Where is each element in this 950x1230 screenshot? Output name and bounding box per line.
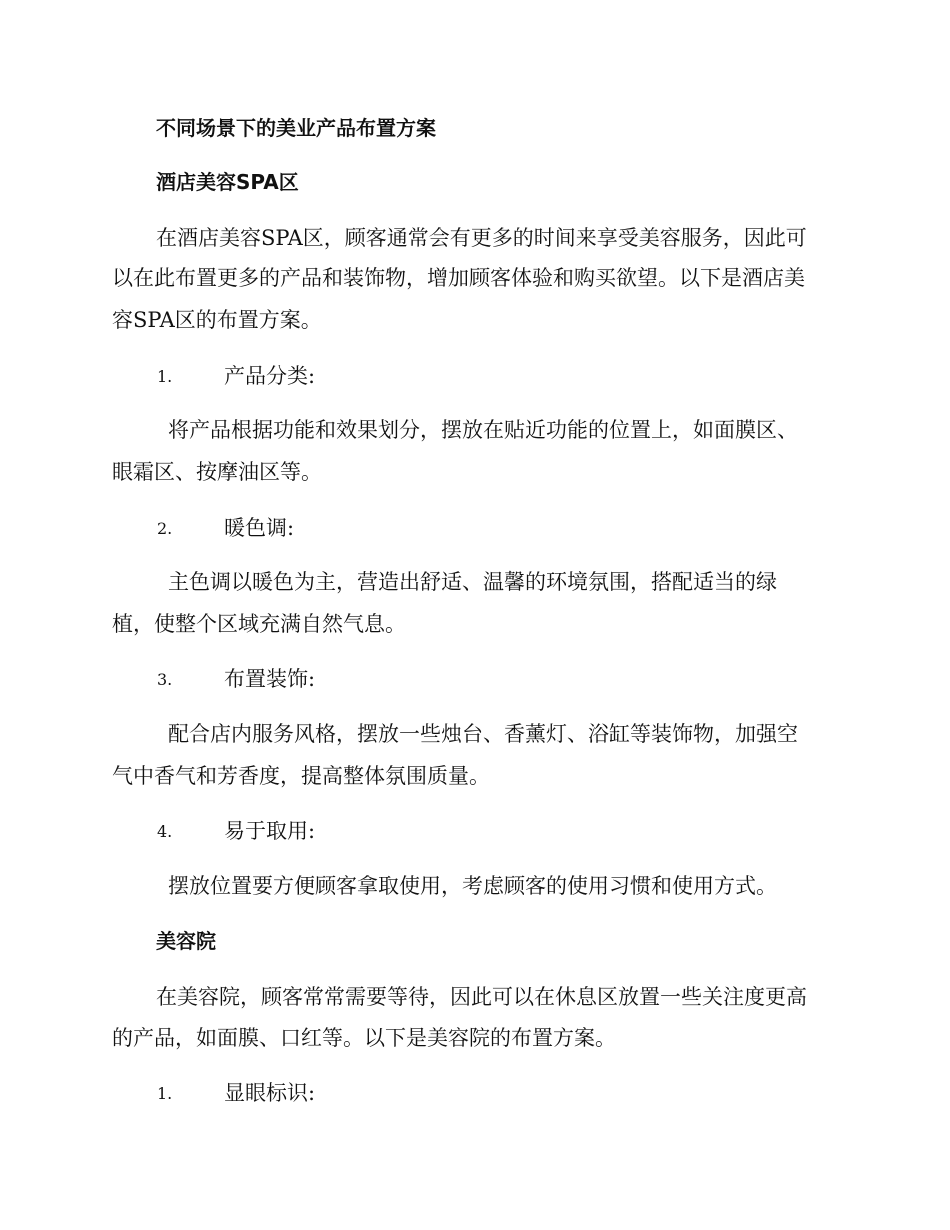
document-title: 不同场景下的美业产品布置方案: [156, 116, 436, 140]
list-number: 4.: [157, 822, 173, 841]
list-item-label: 显眼标识:: [224, 1081, 316, 1105]
list-item-label: 产品分类:: [224, 364, 316, 388]
list-number: 1.: [157, 1084, 173, 1103]
paragraph-line: 在美容院，顾客常常需要等待，因此可以在休息区放置一些关注度更高: [156, 985, 807, 1009]
list-number: 2.: [157, 519, 173, 538]
paragraph-line: 将产品根据功能和效果划分，摆放在贴近功能的位置上，如面膜区、: [168, 418, 798, 442]
paragraph-line: 容SPA区的布置方案。: [112, 308, 322, 332]
section-heading-hotel-spa: 酒店美容SPA区: [156, 170, 299, 194]
paragraph-line: 气中香气和芳香度，提高整体氛围质量。: [112, 764, 490, 788]
list-item-label: 布置装饰:: [224, 667, 316, 691]
list-item-label: 暖色调:: [224, 516, 295, 540]
list-item-label: 易于取用:: [224, 819, 316, 843]
list-number: 1.: [157, 367, 173, 386]
paragraph-line: 摆放位置要方便顾客拿取使用，考虑顾客的使用习惯和使用方式。: [168, 874, 777, 898]
paragraph-line: 在酒店美容SPA区，顾客通常会有更多的时间来享受美容服务，因此可: [156, 226, 807, 250]
list-number: 3.: [157, 670, 173, 689]
paragraph-line: 配合店内服务风格，摆放一些烛台、香薰灯、浴缸等装饰物，加强空: [168, 722, 798, 746]
paragraph-line: 眼霜区、按摩油区等。: [112, 460, 322, 484]
paragraph-line: 植，使整个区域充满自然气息。: [112, 612, 406, 636]
paragraph-line: 主色调以暖色为主，营造出舒适、温馨的环境氛围，搭配适当的绿: [168, 570, 777, 594]
paragraph-line: 的产品，如面膜、口红等。以下是美容院的布置方案。: [112, 1026, 616, 1050]
section-heading-beauty-salon: 美容院: [156, 929, 216, 953]
paragraph-line: 以在此布置更多的产品和装饰物，增加顾客体验和购买欲望。以下是酒店美: [112, 266, 805, 290]
